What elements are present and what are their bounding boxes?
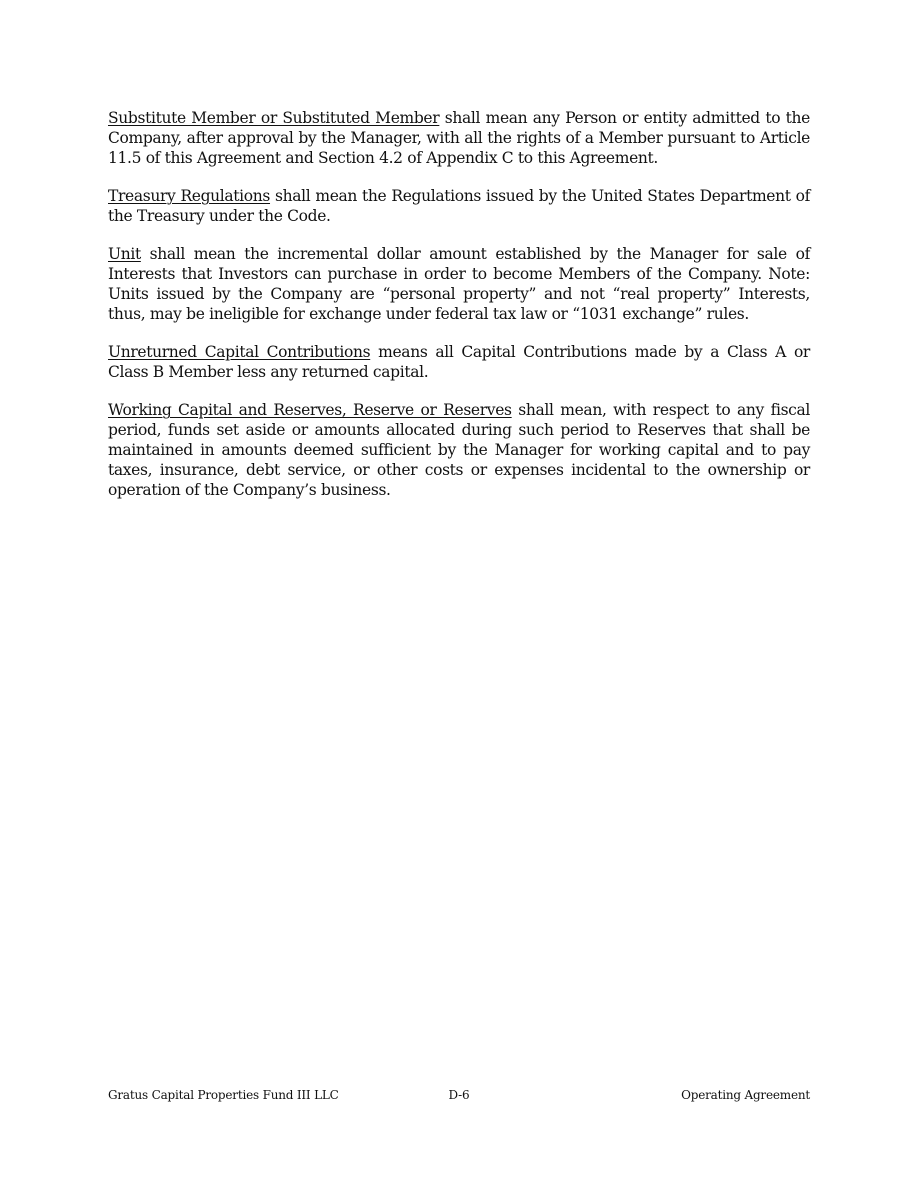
definition-treasury-regulations: [108, 186, 810, 226]
definition-substitute-member: [108, 108, 810, 168]
definition-text: shall mean any Person or entity admitted to the Company, after approval by the Manager, with all the rights of a Member pursuant to Article 11.5 of this Agreement and Section 4.2 of Appendix C to this Agreement.: [108, 109, 810, 167]
footer-company-name: Gratus Capital Properties Fund III LLC: [108, 1088, 339, 1102]
definition-unreturned-capital-contributions: [108, 342, 810, 382]
defined-term: Substitute Member or Substituted Member: [108, 109, 440, 127]
definition-text: shall mean the Regulations issued by the United States Department of the Treasury under the Code.: [108, 187, 810, 225]
footer-page-number: D-6: [448, 1088, 470, 1102]
defined-term: Working Capital and Reserves, Reserve or Reserves: [108, 401, 512, 419]
document-body: [108, 108, 810, 518]
defined-term: Treasury Regulations: [108, 187, 271, 205]
page-footer: [108, 1087, 810, 1105]
definition-text: shall mean the incremental dollar amount established by the Manager for sale of Interests that Investors can purchase in order to become Members of the Company. Note: Units issued by the Company are “personal property” and not “real property” Interests, thus, may be ineligible for exchange under federal tax law or “1031 exchange” rules.: [108, 245, 810, 323]
definition-unit: [108, 244, 810, 324]
definition-working-capital-and-reserves: [108, 400, 810, 500]
defined-term: Unreturned Capital Contributions: [108, 343, 371, 361]
defined-term: Unit: [108, 245, 141, 263]
definition-text: shall mean, with respect to any fiscal period, funds set aside or amounts allocated during such period to Reserves that shall be maintained in amounts deemed sufficient by the Manager for working capital and to pay taxes, insurance, debt service, or other costs or expenses incidental to the ownership or operation of the Company’s business.: [108, 401, 811, 499]
definition-text: means all Capital Contributions made by a Class A or Class B Member less any returned capital.: [108, 343, 810, 381]
footer-document-title: Operating Agreement: [681, 1088, 810, 1102]
